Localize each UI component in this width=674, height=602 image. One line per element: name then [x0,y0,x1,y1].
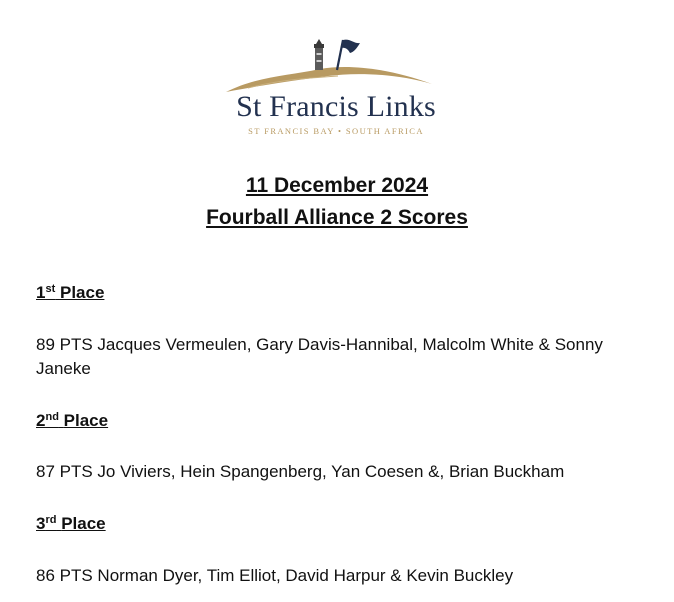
third-place-result: 86 PTS Norman Dyer, Tim Elliot, David Harpur & Kevin Buckley [36,566,514,585]
first-place-result: 89 PTS Jacques Vermeulen, Gary Davis-Hannibal, Malcolm White & Sonny Janeke [36,335,603,378]
place-label: Place [59,283,105,302]
place-rank-suffix: nd [45,411,59,423]
second-place-heading [36,411,108,431]
place-label: Place [61,514,106,533]
event-title: Fourball Alliance 2 Scores [206,206,468,229]
second-place-result: 87 PTS Jo Viviers, Hein Spangenberg, Yan Coesen &, Brian Buckham [36,462,565,481]
first-place-heading [36,283,104,303]
place-rank-suffix: rd [45,514,57,526]
place-rank: 2 [36,411,46,430]
third-place-heading [36,514,106,534]
place-rank: 3 [36,514,46,533]
place-label: Place [63,411,109,430]
place-rank-suffix: st [45,283,56,295]
club-logo [218,36,454,140]
lighthouse-flag-emblem [218,36,454,96]
event-date: 11 December 2024 [245,174,429,197]
logo-club-name: St Francis Links [236,90,436,123]
place-rank: 1 [36,283,46,302]
logo-tagline: ST FRANCIS BAY • SOUTH AFRICA [248,126,424,136]
